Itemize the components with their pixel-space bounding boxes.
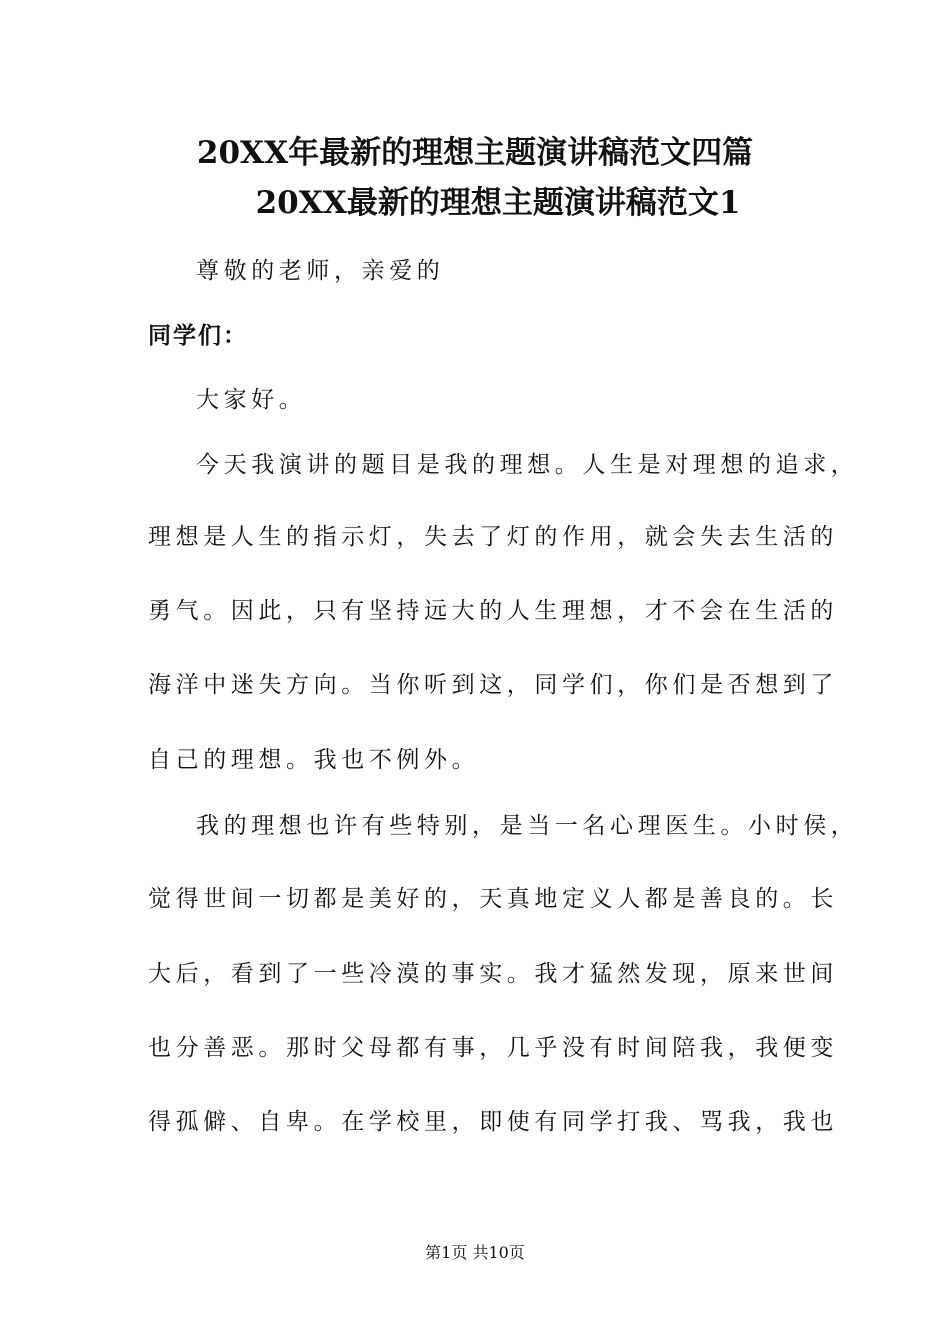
paragraph-line: 觉得世间一切都是美好的，天真地定义人都是善良的。长 (148, 886, 838, 912)
paragraph-line: 理想是人生的指示灯，失去了灯的作用，就会失去生活的 (148, 524, 838, 550)
paragraph-line: 我的理想也许有些特别，是当一名心理医生。小时侯， (196, 813, 859, 839)
paragraph-line: 海洋中迷失方向。当你听到这，同学们，你们是否想到了 (148, 672, 838, 698)
paragraph-line: 大后，看到了一些冷漠的事实。我才猛然发现，原来世间 (148, 961, 838, 987)
section-heading: 20XX最新的理想主题演讲稿范文1 (255, 185, 741, 221)
document-title: 20XX年最新的理想主题演讲稿范文四篇 (196, 135, 754, 171)
greeting-line: 大家好。 (196, 387, 307, 413)
salutation-line: 尊敬的老师，亲爱的 (196, 258, 445, 284)
paragraph-line: 自己的理想。我也不例外。 (148, 747, 480, 773)
paragraph-line: 得孤僻、自卑。在学校里，即使有同学打我、骂我，我也 (148, 1109, 838, 1135)
page-number-footer: 第1页 共10页 (425, 1243, 525, 1262)
paragraph-line: 今天我演讲的题目是我的理想。人生是对理想的追求， (196, 452, 859, 478)
paragraph-line: 也分善恶。那时父母都有事，几乎没有时间陪我，我便变 (148, 1035, 838, 1061)
paragraph-line: 勇气。因此，只有坚持远大的人生理想，才不会在生活的 (148, 598, 838, 624)
salutation-line: 同学们： (148, 323, 248, 349)
